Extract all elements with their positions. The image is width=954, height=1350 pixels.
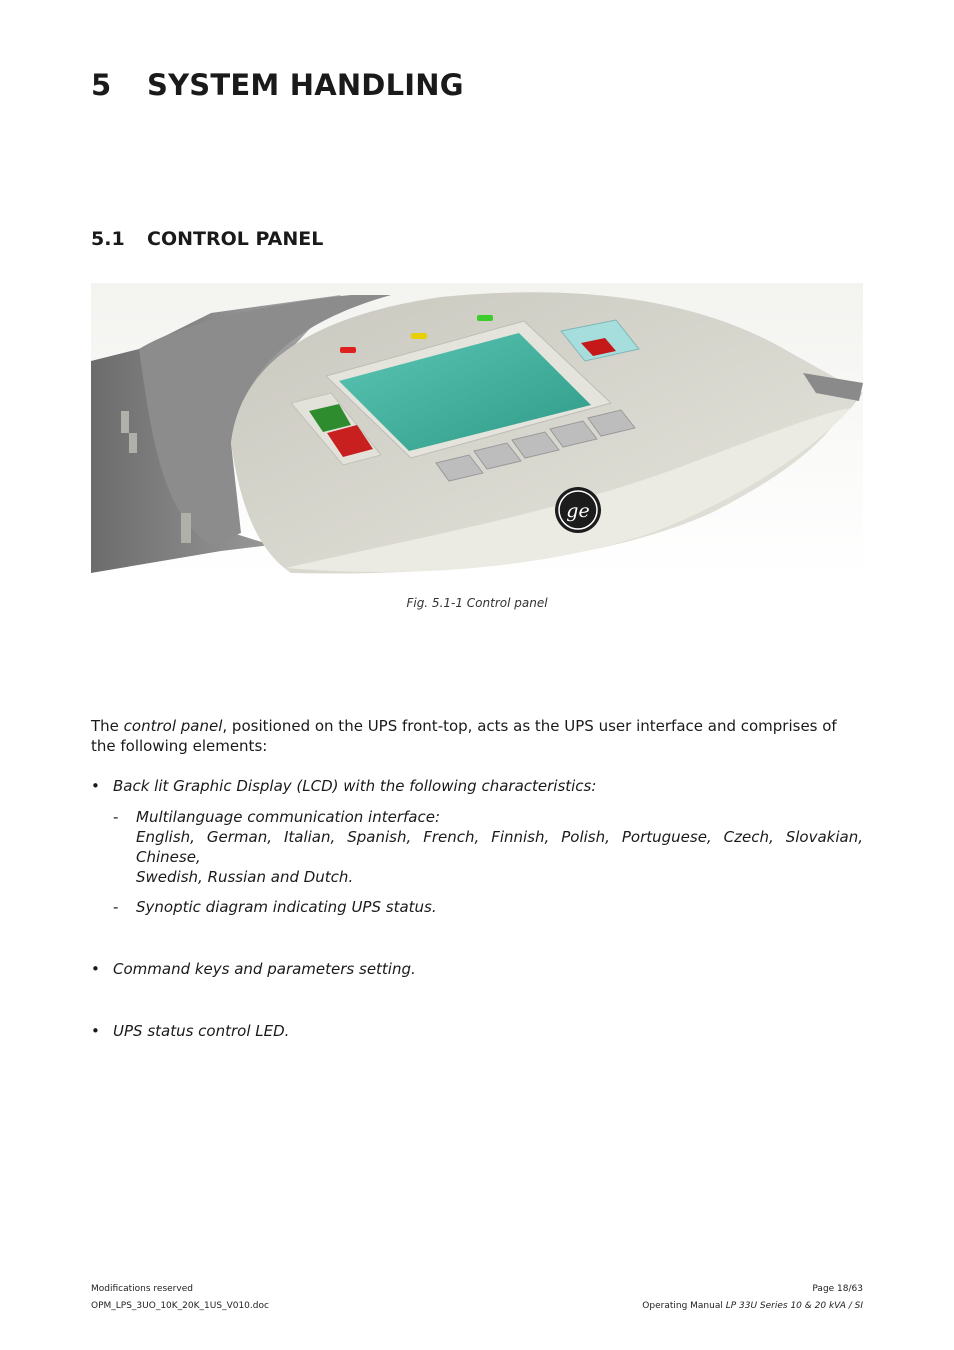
languages-text: English, German, Italian, Spanish, French, Finnish, Polish, Portuguese, Czech, Slovakian, Chinese,: [136, 828, 863, 866]
figure-caption: Fig. 5.1-1 Control panel: [406, 596, 548, 610]
languages-text-end: Swedish, Russian and Dutch.: [136, 868, 354, 886]
list-item-text: UPS status control LED.: [113, 1022, 290, 1040]
ge-logo-icon: [555, 487, 601, 533]
elements-list: [91, 776, 863, 1041]
chapter-number: 5: [91, 68, 112, 102]
control-panel-figure: [91, 283, 863, 577]
chapter-title: SYSTEM HANDLING: [147, 68, 464, 102]
dash-icon: -: [113, 808, 119, 826]
footer-modifications: Modifications reserved: [91, 1284, 193, 1294]
section-title: CONTROL PANEL: [147, 228, 324, 250]
bullet-icon: •: [91, 960, 100, 978]
section-number: 5.1: [91, 228, 125, 250]
dash-icon: -: [113, 898, 119, 916]
footer-manual-title: [642, 1301, 863, 1311]
intro-paragraph: [91, 716, 863, 756]
control-panel-illustration: [91, 283, 863, 577]
intro-text-pre: The: [91, 717, 124, 735]
svg-text:ge: ge: [566, 500, 590, 522]
intro-text-post: , positioned on the UPS front-top, acts as the UPS user interface and comprises of the following elements:: [91, 717, 837, 755]
bullet-icon: •: [91, 1022, 100, 1040]
list-item: [91, 776, 863, 796]
intro-text-emphasis: control panel: [123, 717, 223, 735]
normal-led: [477, 315, 493, 321]
footer-manual-label: Operating Manual: [642, 1301, 726, 1311]
list-item-text: Back lit Graphic Display (LCD) with the following characteristics:: [113, 777, 597, 795]
footer-manual-model: LP 33U Series 10 & 20 kVA / SI: [725, 1301, 863, 1311]
list-item-text: Command keys and parameters setting.: [113, 960, 416, 978]
warning-led: [411, 333, 427, 339]
bullet-icon: •: [91, 777, 100, 795]
footer-filename: OPM_LPS_3UO_10K_20K_1US_V010.doc: [91, 1301, 269, 1311]
sub-item-text: Synoptic diagram indicating UPS status.: [136, 898, 437, 916]
sub-item-text: Multilanguage communication interface:: [136, 808, 440, 826]
sub-list-item: [91, 897, 863, 917]
list-item: [91, 1021, 863, 1041]
list-item: [91, 959, 863, 979]
section-heading: [91, 228, 323, 250]
chapter-heading: [91, 68, 464, 102]
footer-page-number: Page 18/63: [812, 1284, 863, 1294]
alarm-led: [340, 347, 356, 353]
sub-list-item: [91, 807, 863, 887]
